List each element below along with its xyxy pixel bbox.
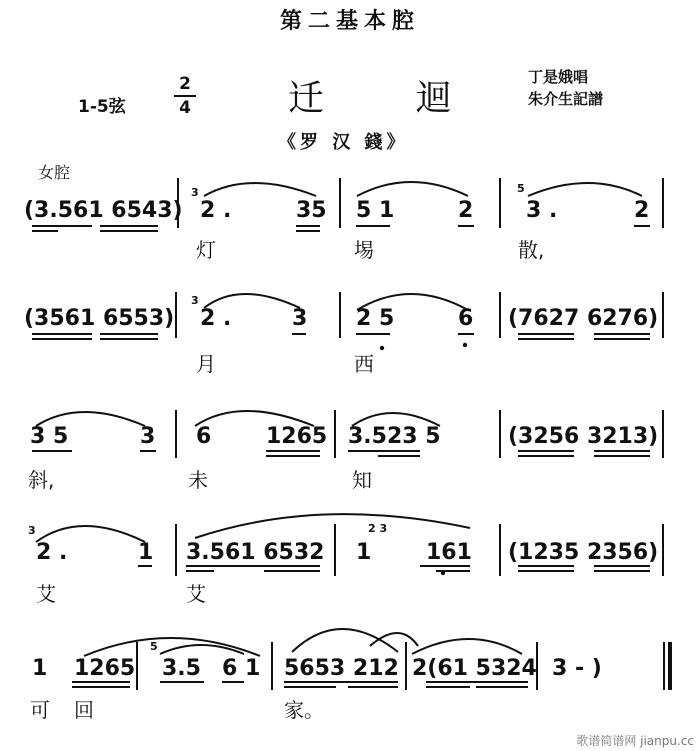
grace-note: 3 bbox=[28, 524, 36, 537]
notes: 2 bbox=[458, 198, 474, 223]
notes: 2(61 5324 bbox=[412, 656, 537, 681]
notes: 2 bbox=[634, 198, 650, 223]
lyric: 月 bbox=[196, 352, 216, 376]
notes: 5 1 bbox=[356, 198, 395, 223]
meter-bottom: 4 bbox=[179, 98, 191, 118]
grace-note: 3 bbox=[191, 294, 199, 307]
lyric: 未 bbox=[188, 468, 208, 492]
lyric: 可 bbox=[30, 698, 50, 722]
notes-intro: (3.561 6543) bbox=[24, 198, 183, 223]
grace-note: 5 bbox=[150, 640, 158, 653]
meter-top: 2 bbox=[179, 74, 191, 94]
notes: 1 bbox=[138, 540, 154, 565]
notes: 1265 bbox=[74, 656, 136, 681]
notes: 6 bbox=[458, 306, 474, 331]
lyric: 斜, bbox=[28, 468, 55, 492]
notes-interlude: (3256 3213) bbox=[508, 424, 659, 449]
lyric: 回 bbox=[74, 698, 94, 722]
notes: 2 . bbox=[36, 540, 68, 565]
low-dot bbox=[380, 346, 384, 350]
notes: 1265 bbox=[266, 424, 328, 449]
slur bbox=[195, 514, 470, 538]
notes: 1 bbox=[32, 656, 48, 681]
notes: 6 1 bbox=[222, 656, 261, 681]
notes-ending: 3 - ) bbox=[552, 656, 602, 681]
notes: 3.523 5 bbox=[348, 424, 441, 449]
slur bbox=[84, 638, 260, 656]
lyric: 西 bbox=[354, 352, 374, 376]
song-title: 迁 迴 bbox=[288, 78, 492, 119]
lyric: 灯 bbox=[196, 238, 216, 262]
notes: 3 bbox=[140, 424, 156, 449]
notes-interlude: (7627 6276) bbox=[508, 306, 659, 331]
notes: 3 . bbox=[526, 198, 558, 223]
tune-name: 《罗 汉 錢》 bbox=[278, 132, 409, 153]
slur bbox=[357, 182, 468, 196]
lyric: 埸 bbox=[354, 238, 374, 262]
slur bbox=[292, 629, 398, 652]
slur bbox=[204, 183, 316, 196]
transcriber-credit: 朱介生記譜 bbox=[528, 90, 604, 108]
notes: 5653 212 bbox=[284, 656, 399, 681]
watermark: 歌谱简谱网 jianpu.cc bbox=[576, 734, 694, 748]
lyric: 艾 bbox=[186, 582, 206, 606]
notes: 3.561 6532 bbox=[186, 540, 325, 565]
notes: 1 bbox=[356, 540, 372, 565]
lyric: 艾 bbox=[36, 582, 56, 606]
notes: 2 . bbox=[200, 198, 232, 223]
slur bbox=[528, 183, 642, 196]
notes: 3 bbox=[292, 306, 308, 331]
lyric: 散, bbox=[518, 238, 545, 262]
notes: 35 bbox=[296, 198, 327, 223]
slur bbox=[412, 639, 522, 654]
notes: 161 bbox=[426, 540, 472, 565]
key-signature: 1-5弦 bbox=[78, 97, 126, 117]
voice-label: 女腔 bbox=[38, 163, 71, 182]
grace-note: 5 bbox=[517, 182, 525, 195]
grace-note: 2 3 bbox=[368, 522, 388, 535]
notes: 3.5 bbox=[162, 656, 201, 681]
lyric: 知 bbox=[352, 468, 372, 492]
notes: 2 5 bbox=[356, 306, 395, 331]
notes-interlude: (3561 6553) bbox=[24, 306, 175, 331]
grace-note: 3 bbox=[191, 186, 199, 199]
singer-credit: 丁是娥唱 bbox=[528, 68, 589, 86]
notes: 3 5 bbox=[30, 424, 69, 449]
low-dot bbox=[463, 343, 467, 347]
slur bbox=[370, 633, 418, 646]
low-dot bbox=[441, 571, 445, 575]
lyric: 家。 bbox=[284, 698, 324, 722]
notes: 6 bbox=[196, 424, 212, 449]
page-title: 第二基本腔 bbox=[279, 9, 420, 34]
notes-interlude: (1235 2356) bbox=[508, 540, 659, 565]
notes: 2 . bbox=[200, 306, 232, 331]
